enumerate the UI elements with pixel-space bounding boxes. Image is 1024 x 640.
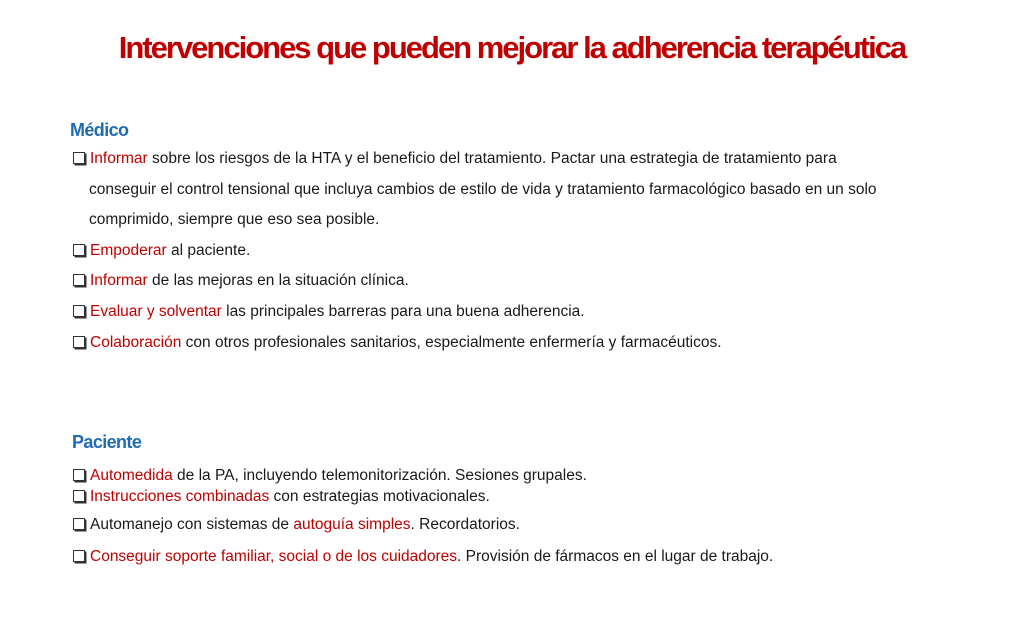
item-highlight: Evaluar y solventar [90,303,222,320]
checkbox-bullet-icon [73,305,85,317]
item-text: de las mejoras en la situación clínica. [147,272,409,289]
checkbox-bullet-icon [73,244,85,256]
checkbox-bullet-icon [73,152,85,164]
checkbox-bullet-icon [73,490,85,502]
item-highlight: Automedida [90,467,173,484]
paciente-item-2 [73,487,490,507]
paciente-item-4 [73,547,773,567]
item-highlight: autoguía simples [293,516,411,533]
item-text: las principales barreras para una buena adherencia. [221,303,585,320]
checkbox-bullet-icon [73,274,85,286]
item-highlight: Instrucciones combinadas [90,488,270,505]
section-label-medico: Médico [70,120,129,140]
item-pre-text: Automanejo con sistemas de [90,516,294,533]
checkbox-bullet-icon [73,550,85,562]
item-highlight: Informar [90,272,148,289]
item-text: con estrategias motivacionales. [269,488,490,505]
item-text: . Provisión de fármacos en el lugar de trabajo. [457,548,774,565]
item-text: al paciente. [166,242,251,259]
medico-item-2 [73,241,250,261]
medico-item-5 [73,333,722,353]
section-label-paciente: Paciente [72,432,142,452]
medico-item-1 [73,149,837,169]
medico-item-3 [73,271,409,291]
item-text: . Recordatorios. [410,516,520,533]
medico-item-1-continuation-2: comprimido, siempre que eso sea posible. [89,211,380,228]
item-highlight: Colaboración [90,334,182,351]
medico-item-4 [73,302,585,322]
item-highlight: Empoderar [90,242,167,259]
item-highlight: Conseguir soporte familiar, social o de los cuidadores [90,548,458,565]
page-title: Intervenciones que pueden mejorar la adherencia terapéutica [118,30,906,65]
item-text: con otros profesionales sanitarios, especialmente enfermería y farmacéuticos. [181,334,722,351]
paciente-item-1 [73,466,587,486]
item-highlight: Informar [90,150,148,167]
item-text: sobre los riesgos de la HTA y el beneficio del tratamiento. Pactar una estrategia de tratamiento para [147,150,837,167]
checkbox-bullet-icon [73,469,85,481]
item-text: de la PA, incluyendo telemonitorización. Sesiones grupales. [172,467,587,484]
checkbox-bullet-icon [73,336,85,348]
paciente-item-3 [73,515,520,535]
medico-item-1-continuation: conseguir el control tensional que incluya cambios de estilo de vida y tratamiento farmacológico basado en un solo [89,181,877,198]
checkbox-bullet-icon [73,518,85,530]
